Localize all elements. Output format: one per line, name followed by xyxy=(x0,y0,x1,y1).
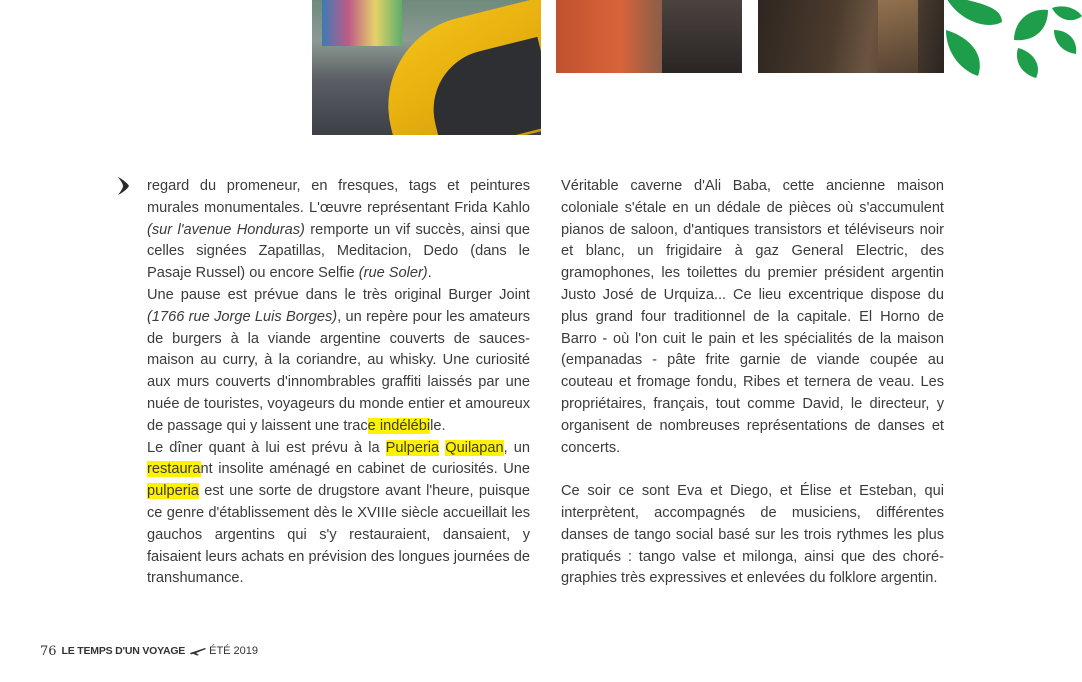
text-run: est une sorte de drugstore avant l'heure, puisque ce genre d'établissement dès le XVIIIe siècle accueillait les gauchos argentins qui s'y restauraient, dansaient, y faisaient leurs achats en prévision des longues journées de transhumance. xyxy=(147,483,530,587)
photo-restaurant-interior xyxy=(758,0,944,73)
text-run: Une pause est prévue dans le très original Burger Joint xyxy=(147,286,530,303)
text-run: , un repère pour les amateurs de burgers à la viande argentine couverts de sauces-maison au curry, à la coriandre, au whisky. Une curiosité aux murs couverts d'innombrables graffiti laissés par une nuée de touristes, voyageurs du monde entier et amoureux de passage qui y laissent une trac xyxy=(147,308,530,434)
magazine-title: LE TEMPS D'UN VOYAGE xyxy=(61,645,186,657)
highlighted-text: restaura xyxy=(147,461,201,478)
text-run: Le dîner quant à lui est prévu à la xyxy=(147,439,386,456)
italic-address: (1766 rue Jorge Luis Borges) xyxy=(147,308,338,325)
italic-address: (sur l'avenue Honduras) xyxy=(147,221,305,238)
highlighted-text: Quilapan xyxy=(445,439,504,456)
mural-wall xyxy=(322,0,402,46)
text-run: . xyxy=(427,265,432,282)
text-run: , un xyxy=(503,439,530,456)
plane-icon xyxy=(190,646,206,656)
photo-tango-dancer xyxy=(556,0,742,73)
chevron-right-icon xyxy=(116,176,130,196)
article-column-left xyxy=(147,176,530,590)
text-run: regard du promeneur, en fresques, tags et peintures murales monumentales. L'œuvre représentant Frida Kahlo xyxy=(147,178,530,216)
paragraph xyxy=(147,176,530,285)
paragraph: Ce soir ce sont Eva et Diego, et Élise et Esteban, qui interprètent, accompagnés de musiciens, différentes danses de tango social basé sur les trois rythmes les plus pratiqués : tango valse et milonga, ainsi que des choré-graphies très expressives et enlevées du folklore argentin. xyxy=(561,483,944,587)
page-number: 76 xyxy=(40,643,57,659)
italic-address: (rue Soler) xyxy=(358,265,428,282)
paragraph xyxy=(147,285,530,438)
highlighted-text: Pulperia xyxy=(385,439,440,456)
paragraph xyxy=(147,438,530,591)
text-run: remporte un vif succès, ainsi que celles signées Zapatillas, Meditacion, Dedo (dans le Pasaje Russel) ou encore Selfie xyxy=(147,221,530,282)
paragraph: Véritable caverne d'Ali Baba, cette ancienne maison coloniale s'étale en un dédale de pièces où s'accumulent pianos de saloon, d'antiques transistors et téléviseurs noir et blanc, un frigidaire à gaz General Electric, des gramophones, les toilettes du premier président argentin Justo José de Urquiza... Ce lieu excentrique dispose du plus grand four traditionnel de la capitale. El Horno de Barro - où l'on cuit le pain et les spécialités de la maison (empanadas - pâte frite garnie de viande coupée au couteau et fromage fondu, Ribes et ternera de veau. Les propriétaires, français, tout comme David, le directeur, y organisent de nombreuses représentations de danses et concerts. xyxy=(561,178,944,456)
text-run: le. xyxy=(430,417,446,434)
issue-date: ÉTÉ 2019 xyxy=(209,645,259,657)
photo-light xyxy=(878,0,918,73)
article-column-right xyxy=(561,176,944,590)
page-footer xyxy=(40,642,258,660)
leaf-decoration-icon xyxy=(944,0,1082,80)
text-run: nt insolite aménagé en cabinet de curiosités. Une xyxy=(200,461,530,478)
photo-shadow xyxy=(662,0,742,73)
highlighted-text: e indélébi xyxy=(367,417,431,434)
highlighted-text: pulperia xyxy=(147,483,199,500)
photo-street-mural-taxi xyxy=(312,0,541,135)
